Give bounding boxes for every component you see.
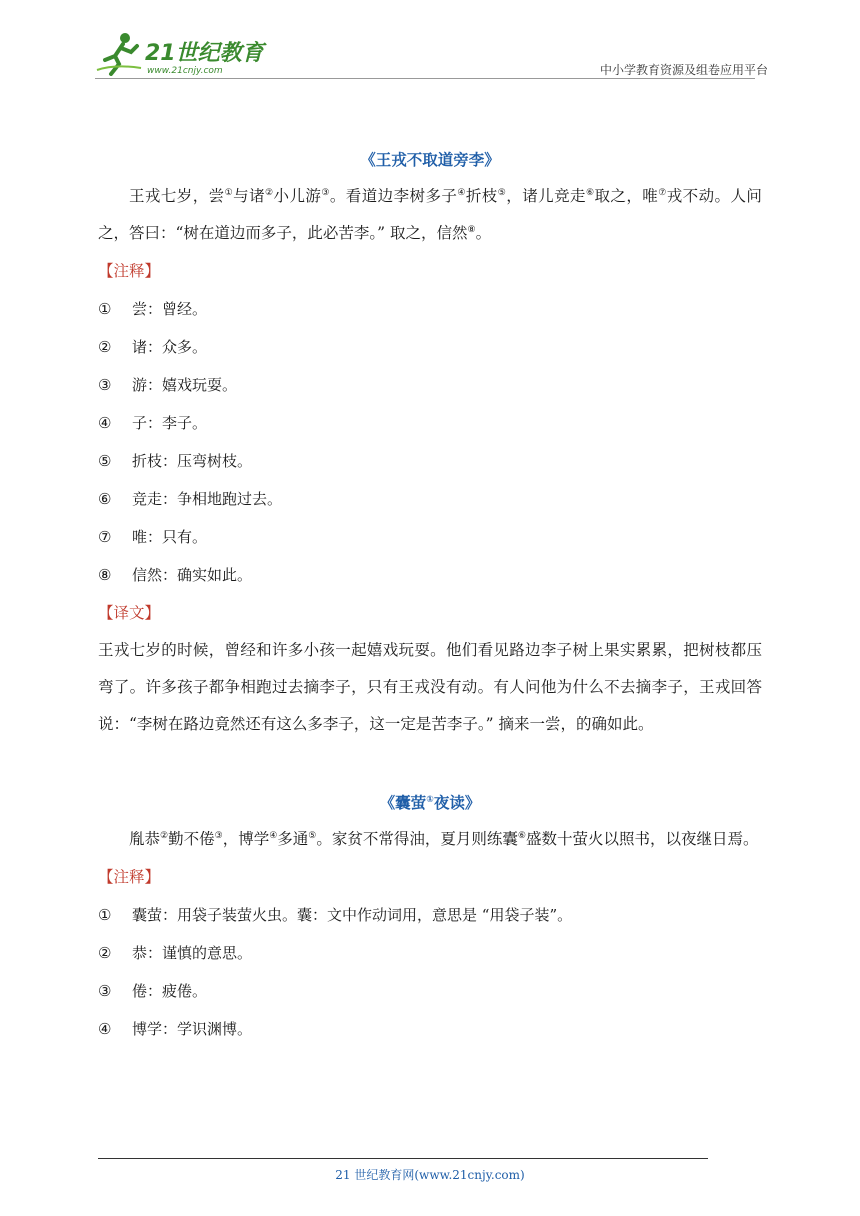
text-run: 王戎七岁，尝 (129, 187, 225, 205)
note-item (98, 972, 762, 1010)
text-run: 折枝 (465, 187, 498, 205)
note-item (98, 442, 762, 480)
story2-text (98, 821, 762, 858)
note-item (98, 480, 762, 518)
note-text: 诸：众多。 (132, 338, 208, 356)
footnote-mark: ⑦ (658, 187, 667, 198)
footnote-mark: ⑧ (467, 224, 476, 235)
note-text: 博学：学识渊博。 (132, 1020, 253, 1038)
note-text: 倦：疲倦。 (132, 982, 208, 1000)
note-number: ⑤ (98, 452, 112, 470)
note-text: 恭：谨慎的意思。 (132, 944, 253, 962)
title-run: 夜读》 (433, 794, 481, 812)
text-run: ，博学 (222, 830, 270, 848)
note-number: ② (98, 944, 112, 962)
note-number: ② (98, 338, 112, 356)
text-run: 。 (475, 224, 492, 242)
note-text: 唯：只有。 (132, 528, 208, 546)
note-item (98, 896, 762, 934)
note-item (98, 328, 762, 366)
footnote-mark: ② (265, 187, 274, 198)
footnote-mark: ③ (321, 187, 330, 198)
note-item (98, 290, 762, 328)
story1-text (98, 178, 762, 252)
text-run: ，诸儿竞走 (506, 187, 586, 205)
title-run: 《囊萤 (379, 794, 427, 812)
footer-divider (98, 1158, 708, 1159)
note-text: 子：李子。 (132, 414, 208, 432)
note-number: ⑧ (98, 566, 112, 584)
note-text: 尝：曾经。 (132, 300, 208, 318)
note-text: 囊萤：用袋子装萤火虫。囊：文中作动词用，意思是 “用袋子装”。 (132, 906, 573, 924)
note-item (98, 1010, 762, 1048)
logo (95, 30, 265, 80)
text-run: 胤恭 (129, 830, 161, 848)
footnote-mark: ① (426, 794, 434, 805)
runner-logo-icon (95, 30, 145, 76)
logo-url: www.21cnjy.com (147, 66, 223, 76)
note-item (98, 404, 762, 442)
footnote-mark: ④ (269, 830, 278, 841)
document-body (98, 142, 762, 1048)
note-number: ③ (98, 982, 112, 1000)
text-run: 。看道边李树多子 (329, 187, 458, 205)
note-text: 信然：确实如此。 (132, 566, 253, 584)
text-run: 勤不倦 (168, 830, 215, 848)
note-text: 折枝：压弯树枝。 (132, 452, 253, 470)
text-run: 盛数十萤火以照书，以夜继日焉。 (525, 830, 759, 848)
page-header (0, 0, 860, 90)
story1-notes-label: 【注释】 (98, 262, 161, 280)
note-item (98, 556, 762, 594)
text-run: 小儿游 (273, 187, 322, 205)
note-number: ④ (98, 414, 112, 432)
note-item (98, 366, 762, 404)
note-number: ⑦ (98, 528, 112, 546)
note-number: ④ (98, 1020, 112, 1038)
story1-title: 《王戎不取道旁李》 (360, 151, 500, 169)
note-item (98, 934, 762, 972)
story1-translation-label: 【译文】 (98, 604, 161, 622)
footnote-mark: ④ (457, 187, 466, 198)
story2-notes-label: 【注释】 (98, 868, 161, 886)
note-number: ① (98, 906, 112, 924)
platform-label: 中小学教育资源及组卷应用平台 (599, 63, 768, 77)
note-number: ⑥ (98, 490, 112, 508)
text-run: 。家贫不常得油，夏月则练囊 (316, 830, 518, 848)
footnote-mark: ⑥ (585, 187, 595, 198)
footnote-mark: ③ (214, 830, 223, 841)
footnote-mark: ② (160, 830, 169, 841)
text-run: 与诸 (233, 187, 266, 205)
footnote-mark: ⑤ (497, 187, 507, 198)
footnote-mark: ⑤ (308, 830, 317, 841)
note-item (98, 518, 762, 556)
story2-title (98, 785, 762, 821)
text-run: 多通 (277, 830, 309, 848)
page-footer: 21 世纪教育网(www.21cnjy.com) (335, 1168, 525, 1182)
note-number: ③ (98, 376, 112, 394)
note-text: 竞走：争相地跑过去。 (132, 490, 283, 508)
footnote-mark: ⑥ (517, 830, 526, 841)
note-number: ① (98, 300, 112, 318)
section-gap (98, 743, 762, 785)
note-text: 游：嬉戏玩耍。 (132, 376, 238, 394)
logo-text: 21世纪教育 (145, 41, 264, 66)
text-run: 取之，唯 (594, 187, 659, 205)
footnote-mark: ① (224, 187, 234, 198)
story1-translation: 王戎七岁的时候，曾经和许多小孩一起嬉戏玩耍。他们看见路边李子树上果实累累，把树枝都压弯了。许多孩子都争相跑过去摘李子，只有王戎没有动。有人问他为什么不去摘李子，王戎回答说：“李树在路边竟然还有这么多李子，这一定是苦李子。” 摘来一尝，的确如此。 (98, 641, 762, 733)
text-run: 戎不动。人问之，答曰：“树在道边而多子，此必苦李。” 取之，信然 (98, 187, 762, 242)
header-divider (95, 78, 755, 79)
